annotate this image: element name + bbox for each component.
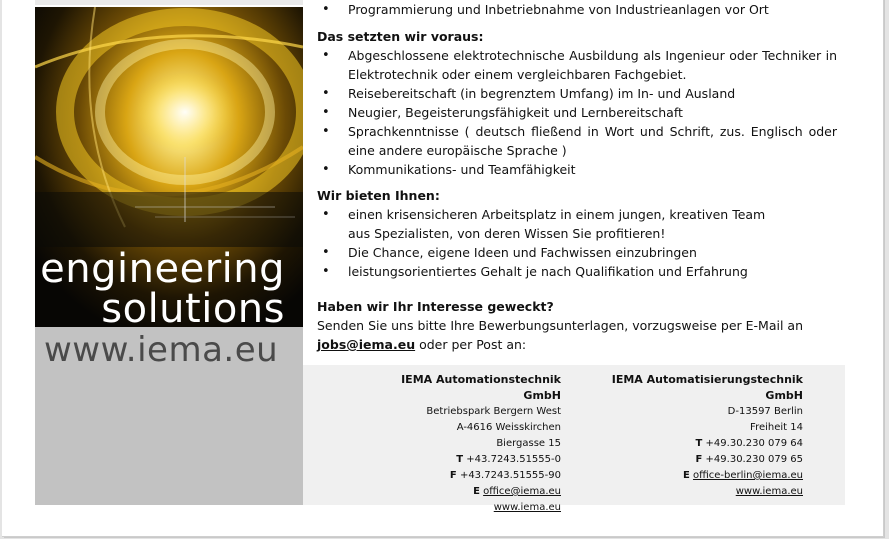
fax-line [590,452,803,468]
address-germany [590,372,803,500]
address-line: Freiheit 14 [750,422,803,433]
requirements-heading: Das setzten wir voraus: [317,29,484,44]
interest-text [317,316,837,354]
email-label: E [682,470,690,481]
list-item: • Kommunikations- und Teamfähigkeit [317,160,837,179]
email-line [590,468,803,484]
list-item: • leistungsorientiertes Gehalt je nach Qualifikation und Erfahrung [317,262,837,281]
offer-list [317,205,837,281]
tasks-list [317,0,837,19]
address-austria [370,372,561,516]
address-line: A-4616 Weisskirchen [456,422,561,433]
address-line: Betriebspark Bergern West [426,406,561,417]
list-item: • Reisebereitschaft (in begrenztem Umfang) im In- und Ausland [317,84,837,103]
artwork-word-engineering: engineering [40,246,285,292]
offer-item-1-line-2: aus Spezialisten, von deren Wissen Sie profitieren! [348,226,666,241]
top-divider [35,0,303,5]
list-item: • Programmierung und Inbetriebnahme von Industrieanlagen vor Ort [317,0,837,19]
phone-line [590,436,803,452]
office-email-link[interactable]: office@iema.eu [483,486,561,497]
artwork-word-solutions: solutions [101,286,285,327]
list-item: • Sprachkenntnisse ( deutsch fließend in Wort und Schrift, zus. Englisch oder eine andere europäische Sprache ) [317,122,837,160]
offer-heading: Wir bieten Ihnen: [317,188,440,203]
interest-text-line-2: oder per Post an: [415,337,527,352]
email-line [370,484,561,500]
list-item: • Die Chance, eigene Ideen und Fachwissen einzubringen [317,243,837,262]
address-line: D-13597 Berlin [727,406,803,417]
office-berlin-email-link[interactable]: office-berlin@iema.eu [692,470,803,481]
website-link[interactable]: www.iema.eu [493,502,561,513]
list-item [317,205,837,243]
interest-text-line-1: Senden Sie uns bitte Ihre Bewerbungsunterlagen, vorzugsweise per E-Mail an [317,318,803,333]
web-line [370,500,561,516]
phone-number: +43.7243.51555-0 [466,454,561,465]
interest-heading: Haben wir Ihr Interesse geweckt? [317,299,554,314]
list-item: • Abgeschlossene elektrotechnische Ausbildung als Ingenieur oder Techniker in Elektrotechnik oder einem vergleichbaren Fachgebiet. [317,46,837,84]
company-name: IEMA Automationstechnik GmbH [401,373,561,402]
offer-item-1-line-1: einen krisensicheren Arbeitsplatz in einem jungen, kreativen Team [348,207,766,222]
phone-label: T [456,454,464,465]
fax-number: +43.7243.51555-90 [459,470,561,481]
address-line: Biergasse 15 [496,438,561,449]
list-item: • Neugier, Begeisterungsfähigkeit und Lernbereitschaft [317,103,837,122]
requirements-list [317,46,837,179]
company-name: IEMA Automatisierungstechnik GmbH [611,373,803,402]
phone-label: T [695,438,703,449]
brand-artwork [35,7,303,327]
jobs-email-link[interactable]: jobs@iema.eu [317,337,416,352]
fax-label: F [695,454,703,465]
artwork-url: www.iema.eu [44,330,279,370]
website-link[interactable]: www.iema.eu [735,486,803,497]
fax-number: +49.30.230 079 65 [705,454,803,465]
fax-label: F [449,470,457,481]
phone-line [370,452,561,468]
fax-line [370,468,561,484]
email-label: E [473,486,480,497]
web-line [590,484,803,500]
phone-number: +49.30.230 079 64 [705,438,803,449]
